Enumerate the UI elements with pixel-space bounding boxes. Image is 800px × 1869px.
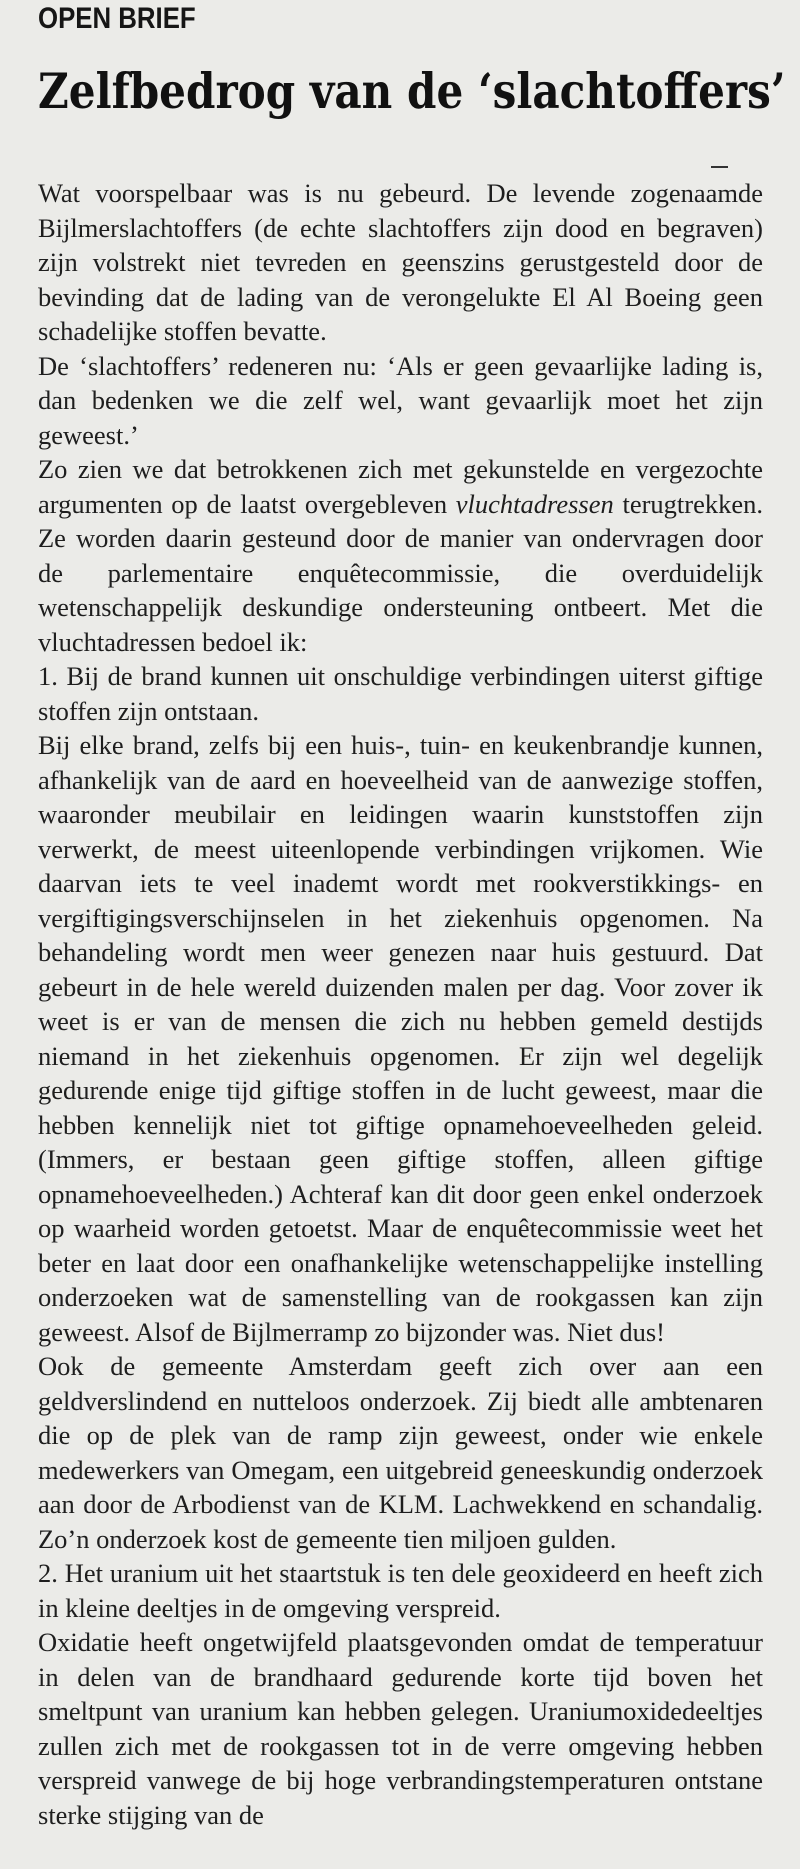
emphasis-vluchtadressen: vluchtadressen: [455, 488, 614, 519]
paragraph-fire: Bij elke brand, zelfs bij een huis-, tuin- en keukenbrandje kunnen, afhankelijk van de aard en hoeveelheid van de aanwezige stoffen, waaronder meubilair en leidingen waarin kunststoffen zijn verwerkt, de meest uiteenlopende verbindingen vrijkomen. Wie daarvan iets te veel inademt wordt met rookverstikkings- en vergiftigingsverschijnselen in het ziekenhuis opgenomen. Na behandeling wordt men weer genezen naar huis gestuurd. Dat gebeurt in de hele wereld duizenden malen per dag. Voor zover ik weet is er van de mensen die zich nu hebben gemeld destijds niemand in het ziekenhuis opgenomen. Er zijn wel degelijk gedurende enige tijd giftige stoffen in de lucht geweest, maar die hebben kennelijk niet tot giftige opnamehoeveelheden geleid. (Immers, er bestaan geen giftige stoffen, alleen giftige opnamehoeveelheden.) Achteraf kan dit door geen enkel onderzoek op waarheid worden getoetst. Maar de enquêtecommissie weet het beter en laat door een onafhankelijke wetenschappelijke instelling onderzoeken wat de samenstelling van de rookgassen kan zijn geweest. Alsof de Bijlmerramp zo bijzonder was. Niet dus!: [38, 730, 763, 1347]
paragraph-arguments-lead: Zo zien we dat betrokkenen zich met gekunstelde en vergezochte argumenten op de laatst overgebleven: [38, 454, 763, 519]
paragraph-uranium: Oxidatie heeft ongetwijfeld plaatsgevonden omdat de temperatuur in delen van de brandhaard gedurende korte tijd boven het smeltpunt van uranium kan hebben gelegen. Uraniumoxidedeeltjes zullen zich met de rookgassen tot in de verre omgeving hebben verspreid vanwege de bij hoge verbrandingstemperaturen ontstane sterke stijging van de: [38, 1627, 763, 1830]
point-two-heading: 2. Het uranium uit het staartstuk is ten dele geoxideerd en heeft zich in kleine deeltjes in de omgeving verspreid.: [38, 1558, 763, 1623]
article-body: [38, 176, 763, 1832]
point-one-heading: 1. Bij de brand kunnen uit onschuldige verbindingen uiterst giftige stoffen zijn ontstaan.: [38, 661, 763, 726]
paragraph-quote: De ‘slachtoffers’ redeneren nu: ‘Als er geen gevaarlijke lading is, dan bedenken we die zelf wel, want gevaarlijk moet het zijn geweest.’: [38, 350, 763, 450]
article-headline: Zelfbedrog van de ‘slachtoffers’: [38, 62, 786, 120]
section-kicker: OPEN BRIEF: [38, 2, 196, 35]
paragraph-amsterdam: Ook de gemeente Amsterdam geeft zich over aan een geldverslindend en nutteloos onderzoek. Zij biedt alle ambtenaren die op de plek van de ramp zijn geweest, onder wie enkele medewerkers van Omegam, een uitgebreid geneeskundig onderzoek aan door de Arbodienst van de KLM. Lachwekkend en schandalig. Zo’n onderzoek kost de gemeente tien miljoen gulden.: [38, 1351, 763, 1554]
paragraph-arguments-rest: terugtrekken. Ze worden daarin gesteund door de manier van ondervragen door de parlementaire enquêtecommissie, die overduidelijk wetenschappelijk deskundige ondersteuning ontbeert. Met die vluchtadressen bedoel ik:: [38, 488, 764, 657]
paragraph-intro: Wat voorspelbaar was is nu gebeurd. De levende zogenaamde Bijlmerslachtoffers (de echte slachtoffers zijn dood en begraven) zijn volstrekt niet tevreden en geenszins gerustgesteld door de bevinding dat de lading van de verongelukte El Al Boeing geen schadelijke stoffen bevatte.: [38, 178, 763, 346]
paragraph-arguments: [38, 452, 763, 659]
column-rule: [711, 166, 728, 168]
